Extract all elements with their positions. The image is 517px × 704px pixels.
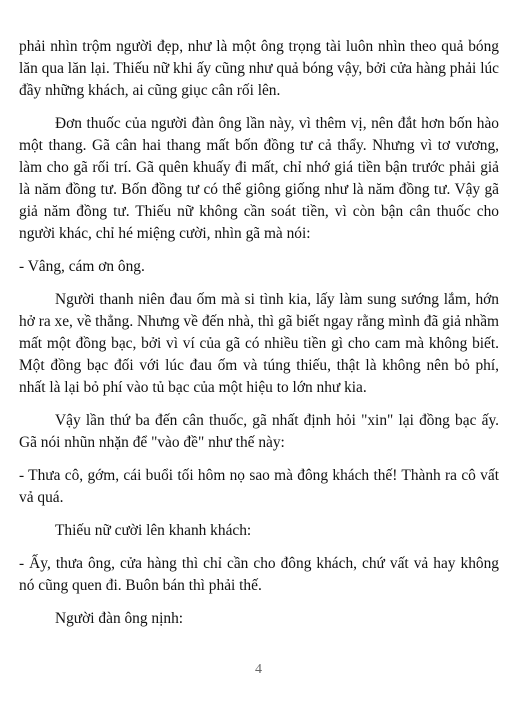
paragraph: phải nhìn trộm người đẹp, như là một ông trọng tài luôn nhìn theo quả bóng lăn qua lăn lại. Thiếu nữ khi ấy cũng như quả bóng vậy, bởi cửa hàng phải lúc đầy những khách, ai cũng giục cân rối lên. bbox=[19, 38, 499, 99]
paragraph: Thiếu nữ cười lên khanh khách: bbox=[55, 522, 252, 539]
paragraph: Người thanh niên đau ốm mà si tình kia, lấy làm sung sướng lắm, hớn hở ra xe, về thẳng. Nhưng về đến nhà, thì gã biết ngay rằng mình đã giả nhầm mất một đồng bạc, bởi vì ví của gã có nhiều tiền gì cho cam mà không biết. Một đồng bạc đối với lúc đau ốm và túng thiếu, thật là không nên bỏ phí, nhất là lại bỏ phí vào tủ bạc của một hiệu to lớn như kia. bbox=[19, 291, 499, 396]
page-number: 4 bbox=[255, 662, 262, 677]
dialogue-line: - Vâng, cám ơn ông. bbox=[19, 258, 145, 275]
paragraph: Đơn thuốc của người đàn ông lần này, vì thêm vị, nên đắt hơn bốn hào một thang. Gã cân hai thang mất bốn đồng tư cả thẩy. Nhưng vì tơ vương, làm cho gã rối trí. Gã quên khuấy đi mất, chỉ nhớ giá tiền bận trước phải giả là năm đồng tư. Bốn đồng tư có thể giông giống như là năm đồng tư. Vậy gã giả năm đồng tư. Thiếu nữ không cần soát tiền, vì còn bận cân thuốc cho người khác, chỉ hé miệng cười, nhìn gã mà nói: bbox=[19, 115, 499, 242]
paragraph: Người đàn ông nịnh: bbox=[55, 610, 184, 627]
page-body bbox=[19, 36, 499, 641]
dialogue-line: - Thưa cô, gớm, cái buổi tối hôm nọ sao mà đông khách thế! Thành ra cô vất vả quá. bbox=[19, 467, 499, 506]
paragraph: Vậy lần thứ ba đến cân thuốc, gã nhất định hỏi "xin" lại đồng bạc ấy. Gã nói nhũn nhặn để "vào đề" như thế này: bbox=[19, 412, 499, 451]
dialogue-line: - Ấy, thưa ông, cửa hàng thì chỉ cần cho đông khách, chứ vất vả hay không nó cũng quen đi. Buôn bán thì phải thế. bbox=[19, 555, 499, 594]
